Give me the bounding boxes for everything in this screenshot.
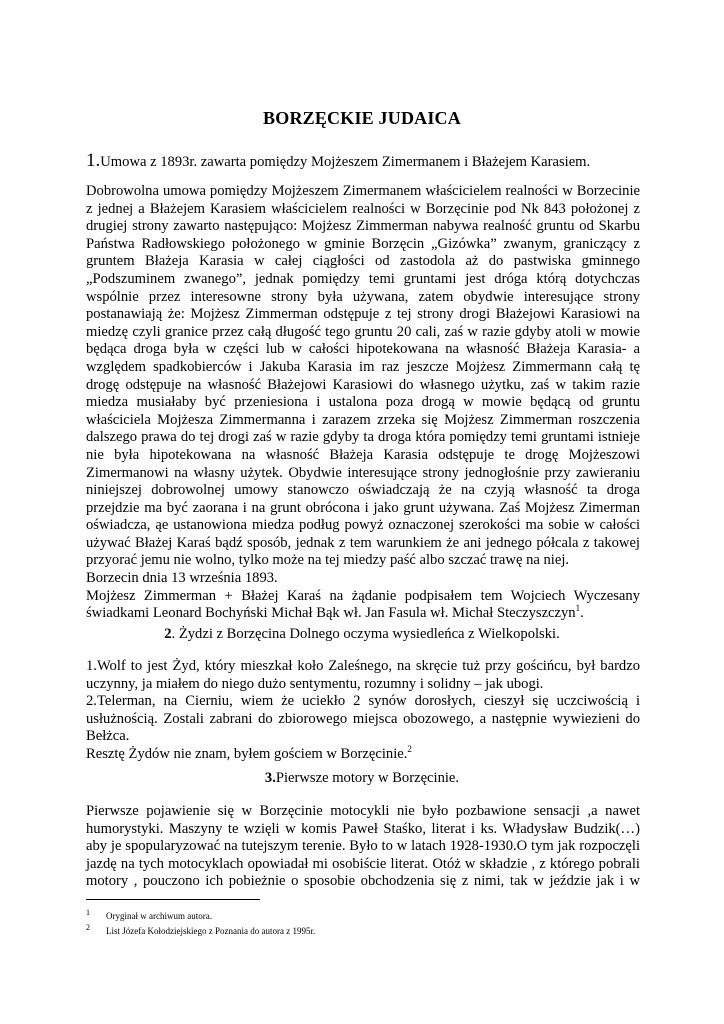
body-line: 2.Telerman, na Cierniu, wiem że uciekło 2 synów dorosłych, cieszył się uczciwością i bbox=[86, 693, 640, 710]
section-1-number: 1. bbox=[86, 150, 101, 171]
section-3-heading bbox=[0, 770, 724, 787]
footnote-divider bbox=[86, 899, 260, 900]
body-line: wspólnie przez interesowne strony była używana, zatem obydwie interesujące strony bbox=[86, 288, 640, 305]
body-line: 1.Wolf to jest Żyd, który mieszkał koło Zaleśnego, na skręcie tuż przy gościńcu, był bardzo bbox=[86, 658, 640, 674]
body-line: drugiej strony zawarto następująco: Mojżesz Zimmerman nabywa realność gruntu od Skarbu bbox=[86, 218, 640, 235]
body-line: dalszego prawa do tej drogi zaś w razie gdyby ta droga która pomiędzy temi gruntami istnieje bbox=[86, 429, 640, 446]
section-2-heading-text: . Żydzi z Borzęcina Dolnego oczyma wysiedleńca z Wielkopolski. bbox=[171, 626, 560, 642]
body-line: motory , pouczono ich pobieżnie o sposobie obchodzenia się z nimi, tak w jeździe jak i w bbox=[86, 873, 640, 890]
body-line: uczynny, ja miałem do niego dużo sentymentu, rozumny i solidny – jak ubogi. bbox=[86, 675, 544, 692]
body-line: usłużnością. Zostali zabrani do zbiorowego miejsca obozowego, a następnie wywiezieni do bbox=[86, 710, 640, 727]
body-line: względem spadkobierców i Jakuba Karasia im raz jeszcze Mojżesz Zimmermann całą tę bbox=[86, 358, 640, 375]
body-line: miedzę czyli granice przez całą długość tego gruntu 20 cali, zaś w razie gdyby atoli w mowie bbox=[86, 323, 640, 340]
body-line: Bełżca. bbox=[86, 728, 130, 745]
body-line: „Podszuminem zwanego”, jednak pomiędzy temi gruntami jest dróga którą dotychczas bbox=[86, 270, 640, 287]
section-1-body bbox=[86, 183, 640, 623]
section-3-body bbox=[86, 803, 640, 891]
body-line: nie była hipotekowana na własność Błażeja Karasia odstępuje te drogę Mojżeszowi bbox=[86, 446, 640, 463]
section-2-heading bbox=[0, 626, 724, 643]
body-line: niniejszej dobrowolnej umowy stanowczo oświadczają że na czyją własność ta droga bbox=[86, 482, 640, 499]
body-line: postanawiają że: Mojżesz Zimmerman odstępuje z tej strony drogi Błażejowi Karasiowi na bbox=[86, 306, 640, 323]
section-3-number: 3. bbox=[264, 770, 276, 786]
body-line: właściciela Mojżesza Zimmermanna i zarazem zrzeka się Mojżesz Zimmerman roszczenia bbox=[86, 411, 640, 428]
section-2-number: 2 bbox=[164, 626, 172, 642]
last-line-text: Resztę Żydów nie znam, byłem gościem w Borzęcinie. bbox=[86, 745, 408, 762]
footnote-number: 1 bbox=[86, 908, 90, 917]
footnote-number: 2 bbox=[86, 923, 90, 932]
body-line: z jednej a Błażejem Karasiem właścicielem realności w Borzęcinie pod Nk 843 położonej z bbox=[86, 200, 640, 217]
body-line: gruntem Błażeja Karasia w całej ciągłości od zastodola aż do pastwiska gminnego bbox=[86, 253, 640, 270]
body-line: używać Błażej Karaś bądź sposób, jednak z tem warunkiem że ani jednego półcala z takowej bbox=[86, 534, 640, 551]
body-line: będąca droga była w części lub w całości hipotekowana na własność Błażeja Karasia- a bbox=[86, 341, 640, 358]
footnote-text: Oryginał w archiwum autora. bbox=[106, 911, 212, 921]
signature-line: Mojżesz Zimmerman + Błażej Karaś na żądanie podpisałem tem Wojciech Wyczesany bbox=[86, 587, 640, 604]
body-line: Dobrowolna umowa pomiędzy Mojżeszem Zimermanem właścicielem realności w Borzecinie bbox=[86, 183, 640, 199]
section-3-heading-text: Pierwsze motory w Borzęcinie. bbox=[275, 770, 460, 786]
section-1-heading-text: Umowa z 1893r. zawarta pomiędzy Mojżeszem Zimermanem i Błażejem Karasiem. bbox=[100, 154, 591, 170]
body-line: przejdzie ma być zaorana i na grunt obrócona i jako grunt używana. Zaś Mojżesz Zimerman bbox=[86, 499, 640, 516]
body-line: Państwa Radłowskiego położonego w gminie Borzęcin „Gizówka” zwanym, graniczący z bbox=[86, 235, 640, 252]
body-line: aby je spopularyzować na tutejszym terenie. Było to w latach 1928-1930.O tym jak rozpoczęli bbox=[86, 838, 640, 855]
footnote-ref-1[interactable]: 1 bbox=[575, 603, 581, 614]
body-line: jazdę na tych motocyklach opowiadał mi osobiście literat. Otóż w składzie , z którego pobrali bbox=[86, 855, 640, 872]
footnote-ref-2[interactable]: 2 bbox=[407, 743, 412, 754]
body-line: Zimermanowi na własny użytek. Obydwie interesujące strony jednogłośnie przy zawieraniu bbox=[86, 464, 640, 481]
body-line: Pierwsze pojawienie się w Borzęcinie motocykli nie było pozbawione sensacji ,a nawet bbox=[86, 803, 640, 819]
footnote-text: List Józefa Kołodziejskiego z Poznania do autora z 1995r. bbox=[106, 926, 316, 936]
date-line: Borzecin dnia 13 września 1893. bbox=[86, 570, 278, 587]
document-title: BORZĘCKIE JUDAICA bbox=[263, 108, 461, 128]
witnesses-end: . bbox=[580, 605, 584, 622]
witnesses-text: świadkami Leonard Bochyński Michał Bąk wł. Jan Fasula wł. Michał Steczyszczyn bbox=[86, 605, 576, 622]
section-1-heading bbox=[86, 150, 590, 172]
body-line: humorystyki. Maszyny te wzięli w komis Paweł Staśko, literat i ks. Władysław Budzik(…) bbox=[86, 820, 640, 837]
section-2-body bbox=[86, 658, 640, 764]
body-line: miedza musiałaby być przeniesiona i ustalona poza drogą w mowie będącą od gruntu bbox=[86, 394, 640, 411]
body-line: przyorać jemu nie wolno, tylko może na tej miedzy paść albo szczać trawę na niej. bbox=[86, 552, 570, 569]
witnesses-line bbox=[86, 605, 640, 623]
body-line: drogę odstępuje na własność Błażejowi Karasiowi do własnego użytku, zaś w takim razie bbox=[86, 376, 640, 393]
body-line bbox=[86, 743, 640, 764]
body-line: oświadcza, ąe ustanowiona miedza podług powyż oznaczonej szerokości ma sobie w całości bbox=[86, 517, 640, 534]
